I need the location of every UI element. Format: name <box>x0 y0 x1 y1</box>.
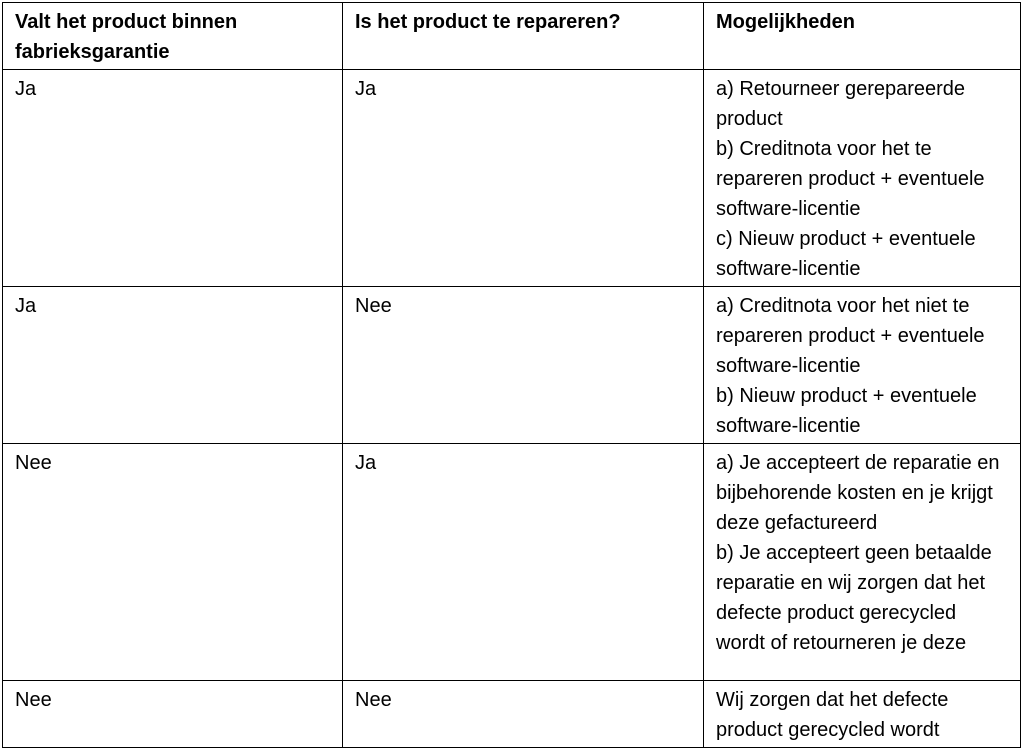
option-item: a) Creditnota voor het niet te repareren product + eventuele software-licentie <box>716 295 985 377</box>
cell-warranty: Nee <box>3 444 343 681</box>
cell-options <box>704 681 1021 748</box>
option-item: b) Je accepteert geen betaalde reparatie en wij zorgen dat het defecte product gerecycled wordt of retourneren je deze <box>716 542 992 654</box>
table-row <box>3 70 1021 287</box>
cell-repairable: Nee <box>343 287 704 444</box>
cell-options <box>704 70 1021 287</box>
option-item: c) Nieuw product + eventuele software-licentie <box>716 228 976 280</box>
option-item: Wij zorgen dat het defecte product gerecycled wordt <box>716 689 949 741</box>
option-item: b) Creditnota voor het te repareren product + eventuele software-licentie <box>716 138 985 220</box>
cell-options <box>704 444 1021 681</box>
option-item: b) Nieuw product + eventuele software-licentie <box>716 385 977 437</box>
option-item: a) Je accepteert de reparatie en bijbehorende kosten en je krijgt deze gefactureerd <box>716 452 1000 534</box>
cell-options <box>704 287 1021 444</box>
header-warranty: Valt het product binnen fabrieksgarantie <box>3 3 343 70</box>
cell-warranty: Nee <box>3 681 343 748</box>
cell-repairable: Nee <box>343 681 704 748</box>
cell-repairable: Ja <box>343 70 704 287</box>
cell-repairable: Ja <box>343 444 704 681</box>
cell-warranty: Ja <box>3 287 343 444</box>
cell-warranty: Ja <box>3 70 343 287</box>
option-item: a) Retourneer gerepareerde product <box>716 78 966 130</box>
table-row <box>3 287 1021 444</box>
table-row <box>3 681 1021 748</box>
header-repairable: Is het product te repareren? <box>343 3 704 70</box>
header-options: Mogelijkheden <box>704 3 1021 70</box>
warranty-options-table <box>2 2 1021 748</box>
table-row <box>3 444 1021 681</box>
table-header-row <box>3 3 1021 70</box>
